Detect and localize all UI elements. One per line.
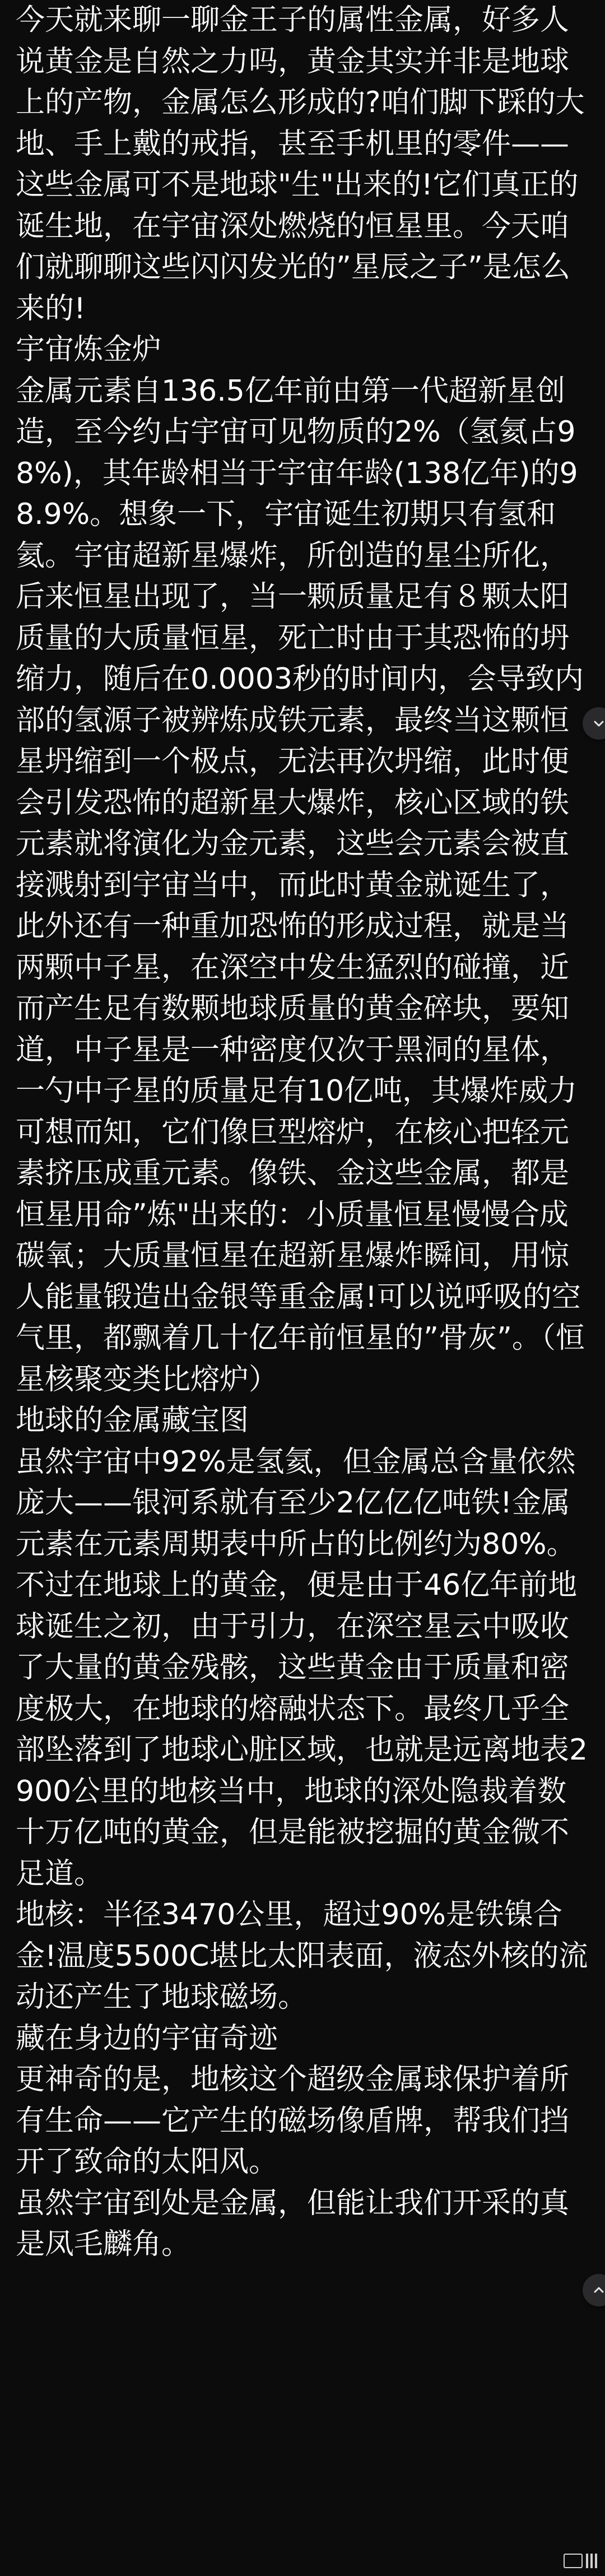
watermark bbox=[564, 2554, 597, 2568]
closing-paragraph: 虽然宇宙到处是金属，但能让我们开采的真是凤毛麟角。 bbox=[16, 2186, 570, 2261]
article-body bbox=[16, 0, 589, 2266]
bars-icon bbox=[586, 2554, 597, 2568]
earth-core-paragraph: 地核：半径3470公里，超过90%是铁镍合金!温度5500C堪比太阳表面，液态外核的流动还产生了地球磁场。 bbox=[16, 1898, 588, 2014]
chevron-up-button[interactable] bbox=[583, 2274, 605, 2306]
image-gallery-icon bbox=[564, 2554, 583, 2568]
chevron-down-icon bbox=[592, 716, 605, 731]
section-heading-hidden-wonders: 藏在身边的宇宙奇迹 bbox=[16, 2021, 278, 2055]
section-heading-cosmic-forge: 宇宙炼金炉 bbox=[16, 333, 162, 366]
magnetic-shield-paragraph: 更神奇的是，地核这个超级金属球保护着所有生命——它产生的磁场像盾牌，帮我们挡开了致命的太阳风。 bbox=[16, 2063, 570, 2179]
intro-paragraph: 今天就来聊一聊金王子的属性金属，好多人说黄金是自然之力吗，黄金其实并非是地球上的产物，金属怎么形成的?咱们脚下踩的大地、手上戴的戒指，甚至手机里的零件——这些金属可不是地球"生"出来的!它们真正的诞生地，在宇宙深处燃烧的恒星里。今天咱们就聊聊这些闪闪发光的”星辰之子”是怎么来的! bbox=[16, 3, 585, 326]
earth-treasure-paragraph: 虽然宇宙中92%是氢氦，但金属总含量依然庞大——银河系就有至少2亿亿亿吨铁!金属元素在元素周期表中所占的比例约为80%。不过在地球上的黄金，便是由于46亿年前地球诞生之初，由于引力，在深空星云中吸收了大量的黄金残骸，这些黄金由于质量和密度极大，在地球的熔融状态下。最终几乎全部坠落到了地球心脏区域，也就是远离地表2900公里的地核当中，地球的深处隐裁着数十万亿吨的黄金，但是能被挖掘的黄金微不足道。 bbox=[16, 1445, 588, 1891]
section-heading-earth-treasure: 地球的金属藏宝图 bbox=[16, 1404, 249, 1437]
cosmic-forge-paragraph: 金属元素自136.5亿年前由第一代超新星创造，至今约占宇宙可见物质的2%（氢氦占98%)，其年龄相当于宇宙年龄(138亿年)的98.9%。想象一下，宇宙诞生初期只有氢和氦。宇宙超新星爆炸，所创造的星尘所化，后来恒星出现了，当一颗质量足有８颗太阳质量的大质量恒星，死亡时由于其恐怖的坍缩力，随后在0.0003秒的时间内，会导致内部的氢源子被辨炼成铁元素，最终当这颗恒星坍缩到一个极点，无法再次坍缩，此时便会引发恐怖的超新星大爆炸，核心区域的铁元素就将演化为金元素，这些会元素会被直接溅射到宇宙当中，而此时黄金就诞生了，此外还有一种重加恐怖的形成过程，就是当两颗中子星，在深空中发生猛烈的碰撞，近而产生足有数颗地球质量的黄金碎块，要知道，中子星是一种密度仅次于黑洞的星体，一勺中子星的质量足有10亿吨，其爆炸威力可想而知，它们像巨型熔炉，在核心把轻元素挤压成重元素。像铁、金这些金属，都是恒星用命”炼"出来的：小质量恒星慢慢合成碳氧；大质量恒星在超新星爆炸瞬间，用惊人能量锻造出金银等重金属!可以说呼吸的空气里，都飘着几十亿年前恒星的”骨灰”。（恒星核聚变类比熔炉） bbox=[16, 374, 585, 1396]
chevron-up-icon bbox=[592, 2283, 605, 2297]
